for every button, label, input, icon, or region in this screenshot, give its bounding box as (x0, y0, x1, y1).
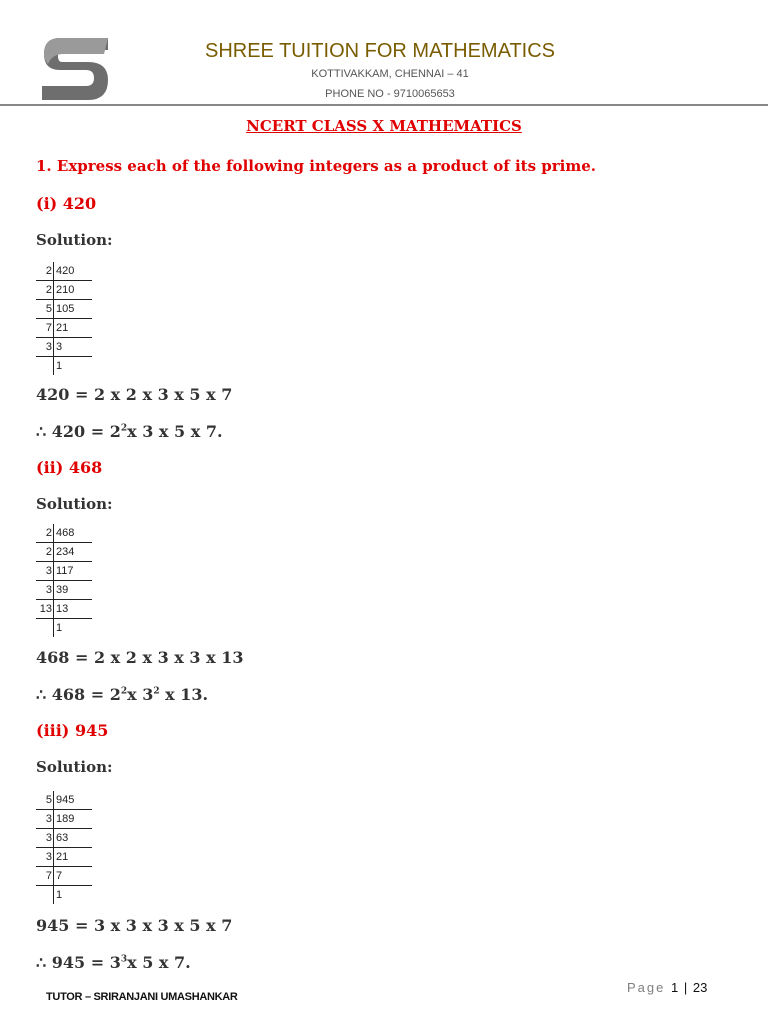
divisor: 3 (36, 829, 54, 848)
divisor: 3 (36, 338, 54, 357)
division-table (36, 791, 92, 904)
header-address: KOTTIVAKKAM, CHENNAI – 41 (311, 68, 469, 80)
divisor: 3 (36, 810, 54, 829)
quotient: 189 (54, 810, 93, 829)
division-table (36, 524, 92, 637)
result-line: ∴ $420 = 2^2x$ 3 x 5 x 7. (36, 422, 223, 441)
quotient: 234 (54, 543, 93, 562)
divisor: 2 (36, 281, 54, 300)
divisor: 5 (36, 791, 54, 810)
divisor: 7 (36, 319, 54, 338)
footer-tutor: TUTOR – SRIRANJANI UMASHANKAR (46, 991, 238, 1003)
solution-label: Solution: (36, 495, 113, 513)
quotient: 21 (54, 319, 93, 338)
quotient: 1 (54, 619, 93, 638)
quotient: 7 (54, 867, 93, 886)
quotient: 105 (54, 300, 93, 319)
quotient: 210 (54, 281, 93, 300)
quotient: 21 (54, 848, 93, 867)
divisor: 5 (36, 300, 54, 319)
quotient: 13 (54, 600, 93, 619)
expansion-line: 468 = 2 x 2 x 3 x 3 x 13 (36, 648, 244, 667)
divisor: 2 (36, 543, 54, 562)
divisor: 2 (36, 262, 54, 281)
header-title: SHREE TUITION FOR MATHEMATICS (204, 40, 555, 62)
page-number: Page 1 | 23 (627, 980, 708, 995)
quotient: 3 (54, 338, 93, 357)
header-divider (0, 104, 768, 106)
result-line: ∴ $945 = 3^3x$ 5 x 7. (36, 953, 191, 972)
quotient: 945 (54, 791, 93, 810)
divisor (36, 357, 54, 376)
quotient: 117 (54, 562, 93, 581)
document-title: NCERT CLASS X MATHEMATICS (246, 117, 522, 135)
expansion-line: 945 = 3 x 3 x 3 x 5 x 7 (36, 916, 233, 935)
divisor: 3 (36, 562, 54, 581)
quotient: 63 (54, 829, 93, 848)
quotient: 1 (54, 357, 93, 376)
quotient: 468 (54, 524, 93, 543)
division-table (36, 262, 92, 375)
result-line: ∴ $468 = 2^2x$ $3^2$ x 13. (36, 685, 209, 704)
quotient: 1 (54, 886, 93, 905)
divisor: 13 (36, 600, 54, 619)
question-text: 1. Express each of the following integers as a product of its prime. (36, 157, 596, 175)
divisor (36, 619, 54, 638)
divisor (36, 886, 54, 905)
divisor: 2 (36, 524, 54, 543)
divisor: 7 (36, 867, 54, 886)
header-phone: PHONE NO - 9710065653 (325, 88, 455, 100)
quotient: 39 (54, 581, 93, 600)
divisor: 3 (36, 581, 54, 600)
part-label: (i) 420 (36, 194, 97, 213)
expansion-line: 420 = 2 x 2 x 3 x 5 x 7 (36, 385, 233, 404)
part-label: (iii) 945 (36, 721, 109, 740)
solution-label: Solution: (36, 758, 113, 776)
quotient: 420 (54, 262, 93, 281)
part-label: (ii) 468 (36, 458, 103, 477)
solution-label: Solution: (36, 231, 113, 249)
divisor: 3 (36, 848, 54, 867)
